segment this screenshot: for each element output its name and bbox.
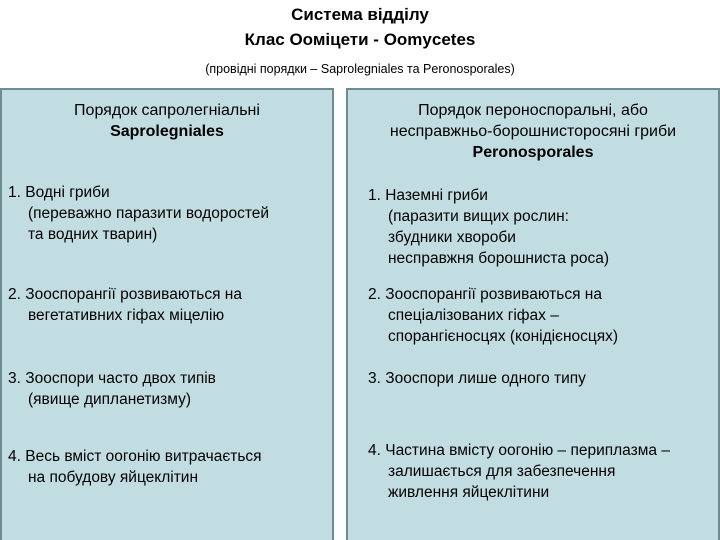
saprolegniales-heading bbox=[2, 100, 332, 142]
title-class: Клас Ооміцети - Oomycetes bbox=[244, 30, 476, 49]
saprolegniales-panel bbox=[0, 88, 334, 540]
peronosporales-item-4: 4. Частина вмісту оогонію – периплазма – залишається для забезпечення живлення яйцеклітини bbox=[368, 442, 670, 501]
peronosporales-heading-latin: Peronosporales bbox=[472, 144, 594, 161]
peronosporales-panel bbox=[346, 88, 720, 540]
peronosporales-item-3: 3. Зооспори лише одного типу bbox=[368, 370, 586, 387]
saprolegniales-item-3: 3. Зооспори часто двох типів (явище дипланетизму) bbox=[8, 370, 216, 408]
saprolegniales-item-4: 4. Весь вміст оогонію витрачається на побудову яйцеклітин bbox=[8, 448, 262, 486]
saprolegniales-item-1: 1. Водні гриби (переважно паразити водоростей та водних тварин) bbox=[8, 184, 270, 243]
peronosporales-heading-text: Порядок пероноспоральні, або несправжньо-борошнисторосяні гриби bbox=[389, 102, 677, 140]
subtitle: (провідні порядки – Saprolegniales та Peronosporales) bbox=[205, 62, 515, 76]
saprolegniales-heading-latin: Saprolegniales bbox=[110, 123, 224, 140]
peronosporales-heading bbox=[348, 100, 718, 163]
peronosporales-item-2: 2. Зооспорангії розвиваються на спеціалізованих гіфах – спорангієносцях (конідієносцях) bbox=[368, 286, 619, 345]
saprolegniales-item-2: 2. Зооспорангії розвиваються на вегетативних гіфах міцелію bbox=[8, 286, 242, 324]
peronosporales-item-1: 1. Наземні гриби (паразити вищих рослин: збудники хвороби несправжня борошниста роса) bbox=[368, 187, 610, 267]
saprolegniales-heading-text: Порядок сапролегніальні bbox=[74, 102, 260, 119]
title-system: Система відділу bbox=[291, 5, 429, 24]
